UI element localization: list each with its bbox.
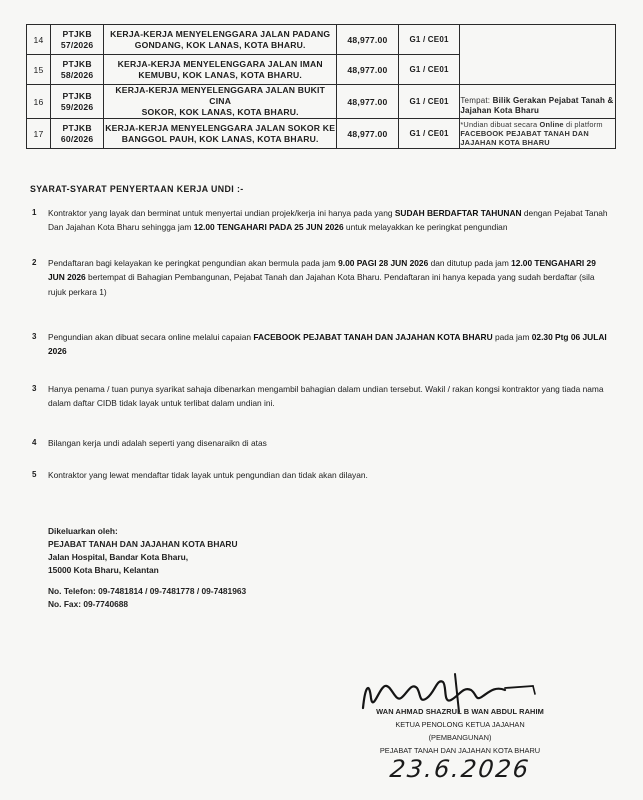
issuer-label: Dikeluarkan oleh: [48,526,118,536]
reference-number: 57/2026 [60,39,94,50]
issuer-address-line-1: Jalan Hospital, Bandar Kota Bharu, [48,552,189,562]
row-amount: 48,977.00 [337,55,399,85]
reference-prefix: PTJKB [62,58,92,69]
issuer-fax: No. Fax: 09-7740688 [48,599,129,609]
issuer-address-line-2: 15000 Kota Bharu, Kelantan [48,565,159,575]
online-note-platform: FACEBOOK PEJABAT TANAH DAN JAJAHAN KOTA BHARU [460,129,589,147]
row-reference [51,85,104,119]
condition-number: 3 [32,384,37,393]
conditions-title: SYARAT-SYARAT PENYERTAAN KERJA UNDI :- [30,184,244,194]
table-row [27,119,616,149]
condition-emphasis: 12.00 TENGAHARI 29 JUN 2026 [48,258,596,283]
issuer-telephone: No. Telefon: 09-7481814 / 09-7481778 / 09-7481963 [48,586,247,596]
online-note-mid: di platform [563,120,603,129]
condition-emphasis: 02.30 Ptg 06 JULAI 2026 [48,332,607,357]
works-table [26,24,616,149]
row-grade: G1 / CE01 [398,55,460,85]
issuer-org: PEJABAT TANAH DAN JAJAHAN KOTA BHARU [48,539,238,549]
signatory-block [360,705,560,757]
signatory-name: WAN AHMAD SHAZRUL B WAN ABDUL RAHIM [376,707,544,716]
signatory-title-1: KETUA PENOLONG KETUA JAJAHAN [395,720,525,729]
row-amount: 48,977.00 [337,85,399,119]
note-cell-online [460,119,616,149]
condition-text: Pengundian akan dibuat secara online melalui capaian [48,332,254,342]
condition-emphasis: 12.00 TENGAHARI PADA 25 JUN 2026 [193,222,344,233]
reference-prefix: PTJKB [62,28,92,39]
row-number: 16 [27,85,51,119]
description-line-1: KERJA-KERJA MENYELENGGARA JALAN BUKIT CINA [115,85,326,106]
signatory-title-2: (PEMBANGUNAN) [428,733,492,742]
reference-number: 59/2026 [60,101,94,112]
venue-label: Tempat: [460,95,493,105]
condition-item [48,436,608,450]
row-number: 15 [27,55,51,85]
row-reference [51,55,104,85]
condition-emphasis: 9.00 PAGI 28 JUN 2026 [338,258,429,268]
note-cell-empty [460,25,616,85]
condition-text: dengan Pejabat Tanah Dan Jajahan Kota Bharu sehingga jam [48,208,608,233]
table-row [27,85,616,119]
venue-note [460,96,615,116]
description-line-1: KERJA-KERJA MENYELENGGARA JALAN IMAN [117,58,323,69]
signatory-org: PEJABAT TANAH DAN JAJAHAN KOTA BHARU [379,746,541,755]
handwritten-date: 23.6.2026 [388,755,532,783]
works-table-body [27,25,616,149]
condition-text: Kontraktor yang lewat mendaftar tidak layak untuk pengundian dan tidak akan dilayan. [48,470,368,480]
condition-text: Pendaftaran bagi kelayakan ke peringkat pengundian akan bermula pada jam [48,258,339,268]
row-grade: G1 / CE01 [398,119,460,149]
row-description [104,119,337,149]
condition-number: 5 [32,470,37,479]
condition-item [48,330,608,359]
condition-item [48,206,608,235]
condition-text: dan ditutup pada jam [428,258,512,268]
row-description [104,25,337,55]
row-number: 14 [27,25,51,55]
condition-text: bertempat di Bahagian Pembangunan, Pejabat Tanah dan Jajahan Kota Bharu. Pendaftaran ini hanya kepada yang sudah berdaftar (sila rujuk perkara 1) [48,272,595,297]
note-cell-place [460,85,616,119]
condition-number: 3 [32,332,37,341]
reference-number: 60/2026 [60,133,94,144]
condition-number: 2 [32,258,37,267]
row-amount: 48,977.00 [337,25,399,55]
row-reference [51,119,104,149]
row-amount: 48,977.00 [337,119,399,149]
description-line-2: SOKOR, KOK LANAS, KOTA BHARU. [141,107,299,117]
condition-number: 1 [32,208,37,217]
online-note [460,120,615,147]
table-row [27,25,616,55]
condition-item [48,468,608,482]
row-description [104,85,337,119]
condition-emphasis: FACEBOOK PEJABAT TANAH DAN JAJAHAN KOTA BHARU [253,332,493,342]
row-description [104,55,337,85]
condition-item [48,256,608,299]
description-line-1: KERJA-KERJA MENYELENGGARA JALAN PADANG [110,28,331,39]
row-grade: G1 / CE01 [398,85,460,119]
condition-text: pada jam [492,332,532,342]
condition-text: Kontraktor yang layak dan berminat untuk menyertai undian projek/kerja ini hanya pada yang [48,208,395,218]
description-line-2: KEMUBU, KOK LANAS, KOTA BHARU. [138,69,302,80]
online-note-bold: Online [539,120,564,129]
condition-text: Bilangan kerja undi adalah seperti yang disenaraikn di atas [48,438,267,448]
reference-prefix: PTJKB [62,122,92,133]
description-line-1: KERJA-KERJA MENYELENGGARA JALAN SOKOR KE [105,122,336,133]
condition-text: untuk melayakkan ke peringkat pengundian [343,222,508,233]
issuer-block [48,525,368,611]
reference-number: 58/2026 [60,69,94,80]
condition-number: 4 [32,438,37,447]
reference-prefix: PTJKB [62,90,92,101]
row-number: 17 [27,119,51,149]
description-line-2: GONDANG, KOK LANAS, KOTA BHARU. [134,39,306,50]
condition-item [48,382,608,411]
row-grade: G1 / CE01 [398,25,460,55]
venue-value: Bilik Gerakan Pejabat Tanah & Jajahan Kota Bharu [460,95,614,115]
description-line-2: BANGGOL PAUH, KOK LANAS, KOTA BHARU. [121,133,319,144]
condition-text: Hanya penama / tuan punya syarikat sahaja dibenarkan mengambil bahagian dalam undian tersebut. Wakil / rakan kongsi kontraktor yang tiada nama dalam daftar CIDB tidak layak untuk terlibat dalam undian ini. [48,384,604,409]
condition-emphasis: SUDAH BERDAFTAR TAHUNAN [394,208,522,218]
row-reference [51,25,104,55]
online-note-pre: *Undian dibuat secara [460,120,540,129]
